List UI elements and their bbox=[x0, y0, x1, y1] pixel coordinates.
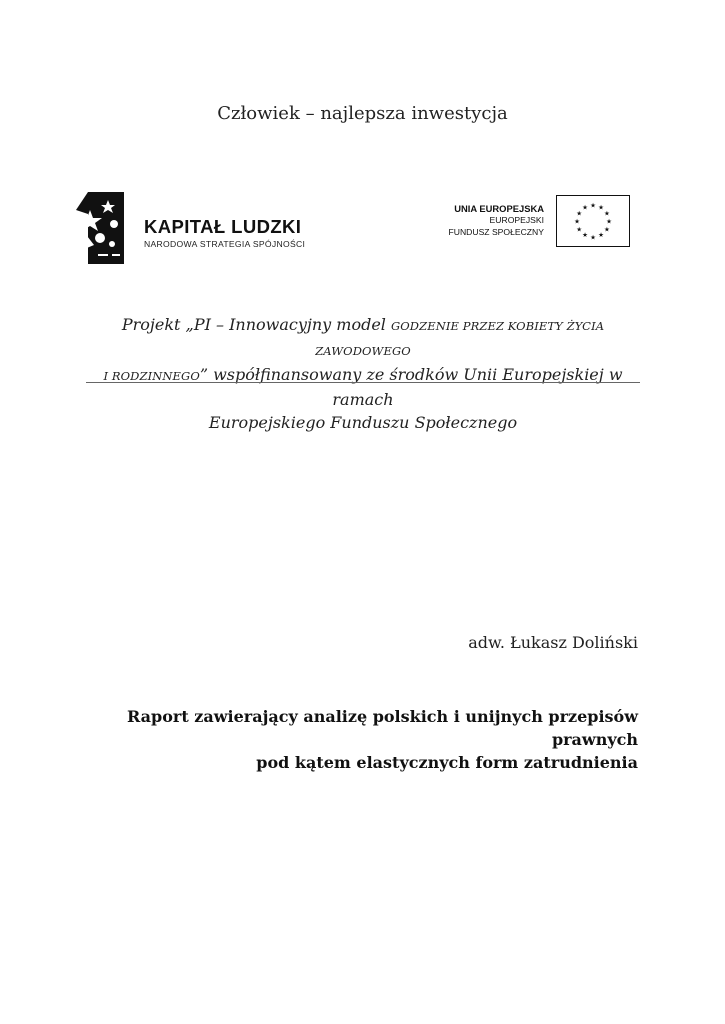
project-heading bbox=[86, 313, 640, 434]
kapital-ludzki-title: KAPITAŁ LUDZKI bbox=[144, 216, 302, 237]
eu-star-icon: ★ bbox=[576, 209, 583, 218]
kapital-ludzki-logo bbox=[74, 190, 314, 266]
motto: Człowiek – najlepsza inwestycja bbox=[217, 103, 508, 124]
eu-star-icon: ★ bbox=[603, 209, 610, 218]
eu-star-icon: ★ bbox=[590, 201, 596, 210]
author: adw. Łukasz Doliński bbox=[468, 633, 638, 652]
eu-logo-text bbox=[436, 203, 544, 238]
eu-line-3: FUNDUSZ SPOŁECZNY bbox=[448, 226, 544, 237]
project-suffix: ” współfinansowany ze środków Unii Europejskiej w ramach bbox=[199, 365, 623, 409]
eu-line-2: EUROPEJSKI bbox=[489, 215, 544, 225]
project-line-3: Europejskiego Funduszu Społecznego bbox=[208, 413, 518, 432]
report-title-line-1: Raport zawierający analizę polskich i unijnych przepisów prawnych bbox=[127, 707, 638, 749]
eu-star-icon: ★ bbox=[576, 225, 583, 234]
eu-star-icon: ★ bbox=[582, 231, 588, 240]
eu-star-icon: ★ bbox=[574, 217, 580, 226]
project-prefix: Projekt „PI – Innowacyjny model bbox=[121, 315, 391, 334]
eu-star-icon: ★ bbox=[590, 233, 596, 242]
eu-star-icon: ★ bbox=[603, 225, 610, 234]
report-title bbox=[86, 705, 638, 774]
project-smallcaps-2: I RODZINNEGO bbox=[103, 369, 200, 383]
project-smallcaps-1: GODZENIE PRZEZ KOBIETY ŻYCIA ZAWODOWEGO bbox=[315, 319, 605, 358]
kapital-ludzki-subtitle: NARODOWA STRATEGIA SPÓJNOŚCI bbox=[144, 239, 306, 249]
eu-star-icon: ★ bbox=[582, 203, 588, 212]
eu-star-icon: ★ bbox=[598, 231, 604, 240]
eu-star-icon: ★ bbox=[598, 203, 604, 212]
divider bbox=[86, 382, 640, 383]
kapital-ludzki-emblem-icon bbox=[74, 190, 126, 266]
eu-star-icon: ★ bbox=[606, 217, 612, 226]
eu-line-1: UNIA EUROPEJSKA bbox=[454, 203, 544, 214]
eu-flag-icon bbox=[556, 195, 630, 247]
report-title-line-2: pod kątem elastycznych form zatrudnienia bbox=[256, 753, 638, 772]
